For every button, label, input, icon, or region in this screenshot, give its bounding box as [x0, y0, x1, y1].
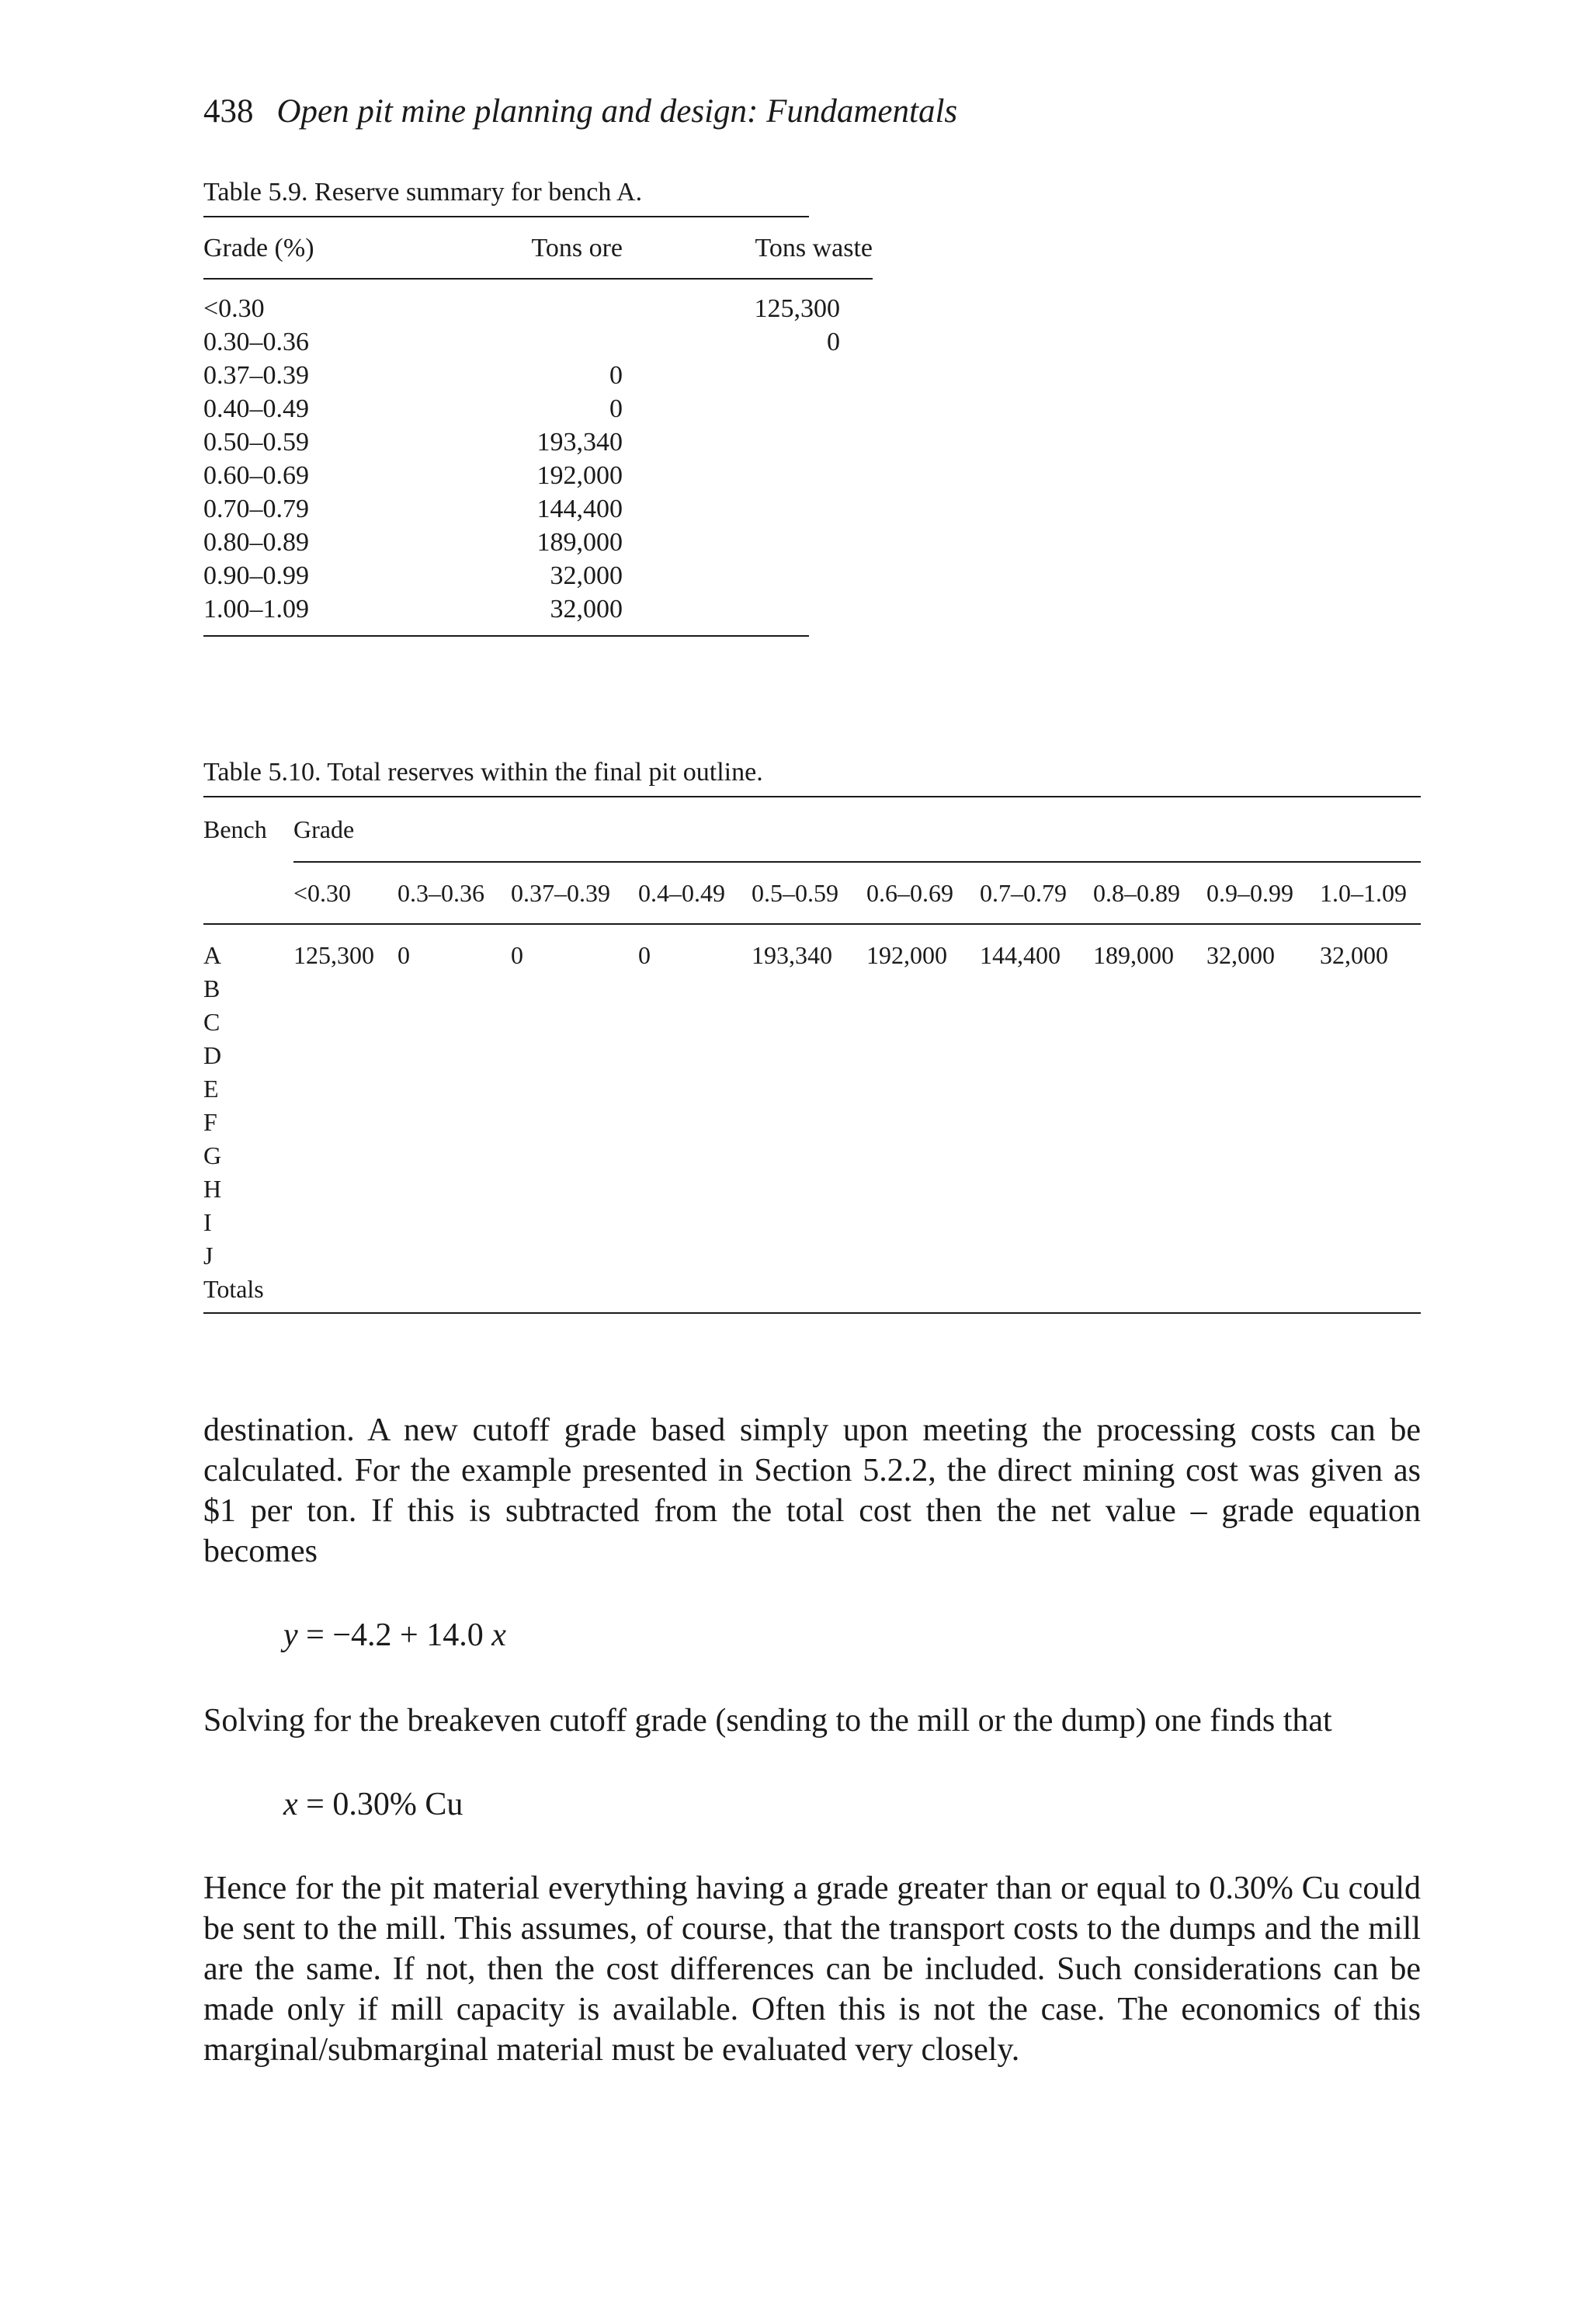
table-row	[203, 559, 873, 592]
cell-tons	[752, 972, 866, 1006]
cell-tons	[752, 1039, 866, 1072]
equation-2-lhs: x	[283, 1787, 298, 1822]
cell-grade: 1.00–1.09	[203, 595, 309, 624]
cell-tons	[1093, 1172, 1206, 1206]
cell-tons	[638, 972, 752, 1006]
cell-tons	[638, 1039, 752, 1072]
table-row	[203, 526, 873, 559]
cell-tons	[398, 1239, 511, 1273]
cell-tons	[511, 1106, 638, 1139]
cell-tons	[293, 1072, 398, 1106]
cell-tons: 189,000	[1093, 941, 1174, 969]
cell-grade: 0.80–0.89	[203, 528, 309, 557]
cell-tons-ore	[436, 279, 686, 325]
table-row	[203, 1206, 1421, 1239]
running-header	[203, 92, 957, 132]
cell-tons	[752, 1206, 866, 1239]
cell-tons	[866, 1239, 980, 1273]
table-row	[203, 1239, 1421, 1273]
cell-tons	[638, 1273, 752, 1312]
column-header-grade-bin: 0.7–0.79	[980, 862, 1093, 924]
cell-tons	[638, 1006, 752, 1039]
table-row	[203, 592, 873, 635]
cell-tons	[638, 1172, 752, 1206]
cell-tons	[511, 1139, 638, 1172]
cell-tons	[398, 1039, 511, 1072]
cell-tons-waste	[686, 492, 873, 526]
cell-tons	[398, 1172, 511, 1206]
cell-tons	[1320, 1172, 1421, 1206]
cell-tons	[1206, 972, 1320, 1006]
cell-tons	[398, 1006, 511, 1039]
cell-grade: 0.40–0.49	[203, 394, 309, 423]
cell-grade: <0.30	[203, 294, 265, 323]
table-row	[203, 325, 873, 359]
cell-tons-waste	[686, 359, 873, 392]
table-5-10-caption: Table 5.10. Total reserves within the final pit outline.	[203, 758, 763, 787]
cell-tons-waste	[686, 559, 873, 592]
cell-bench: B	[203, 974, 220, 1002]
table-row	[203, 279, 873, 325]
cell-tons	[1206, 1139, 1320, 1172]
cell-tons: 0	[638, 941, 651, 969]
cell-tons-waste	[686, 459, 873, 492]
bench-spacer	[203, 862, 293, 924]
cell-tons	[511, 1239, 638, 1273]
cell-tons	[1320, 1106, 1421, 1139]
table-row	[203, 492, 873, 526]
cell-bench: E	[203, 1075, 219, 1103]
cell-grade: 0.50–0.59	[203, 428, 309, 457]
cell-tons: 125,300	[293, 941, 374, 969]
column-header-grade-bin: 0.37–0.39	[511, 862, 638, 924]
cell-tons	[1093, 1039, 1206, 1072]
cell-tons-ore: 32,000	[550, 595, 623, 624]
cell-grade: 0.70–0.79	[203, 495, 309, 523]
table-5-9-bottom-rule	[203, 635, 809, 637]
cell-tons	[511, 972, 638, 1006]
cell-tons	[752, 1006, 866, 1039]
cell-tons	[866, 1006, 980, 1039]
column-header-grade-bin: 0.6–0.69	[866, 862, 980, 924]
table-row	[203, 1006, 1421, 1039]
cell-tons	[1093, 1106, 1206, 1139]
cell-tons-waste: 125,300	[754, 294, 840, 323]
cell-tons	[511, 1172, 638, 1206]
cell-tons	[866, 1039, 980, 1072]
cell-tons	[1206, 1239, 1320, 1273]
cell-tons	[980, 1039, 1093, 1072]
cell-tons	[638, 1106, 752, 1139]
cell-tons-ore: 189,000	[536, 528, 623, 557]
table-5-9-grid	[203, 217, 873, 635]
cell-tons	[638, 1206, 752, 1239]
column-header-grade-bin: 0.9–0.99	[1206, 862, 1320, 924]
cell-tons	[1093, 1139, 1206, 1172]
cell-tons	[980, 1106, 1093, 1139]
cell-tons	[980, 1072, 1093, 1106]
table-row	[203, 1273, 1421, 1312]
table-row	[203, 1139, 1421, 1172]
table-row	[203, 972, 1421, 1006]
cell-bench: A	[203, 941, 222, 969]
cell-tons-waste	[686, 426, 873, 459]
column-header-tons-ore: Tons ore	[531, 233, 623, 262]
cell-tons	[293, 1006, 398, 1039]
cell-tons	[1320, 1072, 1421, 1106]
cell-tons	[398, 1206, 511, 1239]
cell-tons	[1093, 1072, 1206, 1106]
equation-1-rhs: = −4.2 + 14.0	[297, 1617, 492, 1653]
cell-tons-waste	[686, 526, 873, 559]
cell-grade: 0.90–0.99	[203, 561, 309, 590]
cell-tons-waste	[686, 592, 873, 635]
cell-tons: 193,340	[752, 941, 832, 969]
cell-tons	[752, 1239, 866, 1273]
column-header-tons-waste: Tons waste	[755, 233, 873, 262]
paragraph-1: destination. A new cutoff grade based simply upon meeting the processing costs can be calculated. For the example presented in Section 5.2.2, the direct mining cost was given as $1 per ton. If this is subtracted from the total cost then the net value – grade equation becomes	[203, 1412, 1421, 1569]
cell-tons	[752, 1273, 866, 1312]
cell-tons	[866, 1072, 980, 1106]
table-row	[203, 459, 873, 492]
table-5-10	[203, 757, 1421, 1314]
cell-tons	[980, 1006, 1093, 1039]
cell-tons-ore: 193,340	[536, 428, 623, 457]
cell-tons	[1093, 1206, 1206, 1239]
cell-tons	[398, 972, 511, 1006]
cell-tons: 192,000	[866, 941, 947, 969]
cell-tons-ore: 0	[609, 394, 623, 423]
cell-tons	[1206, 1106, 1320, 1139]
cell-tons	[638, 1072, 752, 1106]
table-5-10-grade-bins-row	[203, 862, 1421, 924]
cell-tons	[1206, 1206, 1320, 1239]
cell-tons	[511, 1072, 638, 1106]
cell-tons	[398, 1273, 511, 1312]
cell-bench: H	[203, 1175, 222, 1203]
cell-tons	[398, 1072, 511, 1106]
cell-bench: Totals	[203, 1275, 264, 1303]
equation-2-rhs: = 0.30% Cu	[297, 1787, 463, 1822]
cell-grade: 0.60–0.69	[203, 461, 309, 490]
cell-tons	[752, 1139, 866, 1172]
table-row	[203, 1172, 1421, 1206]
cell-tons	[638, 1239, 752, 1273]
cell-tons	[980, 972, 1093, 1006]
cell-tons	[293, 1273, 398, 1312]
cell-tons	[980, 1139, 1093, 1172]
equation-net-value	[283, 1615, 506, 1655]
cell-tons	[1320, 1239, 1421, 1273]
cell-tons	[980, 1172, 1093, 1206]
column-header-grade-bin: 1.0–1.09	[1320, 862, 1421, 924]
cell-tons	[1206, 1172, 1320, 1206]
column-header-grade-bin: <0.30	[293, 862, 398, 924]
cell-tons	[980, 1239, 1093, 1273]
cell-tons	[398, 1106, 511, 1139]
cell-tons	[866, 1172, 980, 1206]
column-header-grade-bin: 0.4–0.49	[638, 862, 752, 924]
cell-bench: I	[203, 1208, 212, 1236]
table-5-10-grid	[203, 797, 1421, 1312]
paragraph-3: Hence for the pit material everything having a grade greater than or equal to 0.30% Cu could be sent to the mill. This assumes, of course, that the transport costs to the dumps and the mill are the same. If not, then the cost differences can be included. Such considerations can be made only if mill capacity is available. Often this is not the case. The economics of this marginal/submarginal material must be evaluated very closely.	[203, 1871, 1421, 2068]
cell-tons	[1093, 972, 1206, 1006]
column-header-grade-bin: 0.5–0.59	[752, 862, 866, 924]
cell-tons	[1206, 1273, 1320, 1312]
column-header-grade-bin: 0.8–0.89	[1093, 862, 1206, 924]
table-5-10-header-row	[203, 797, 1421, 862]
table-5-10-bottom-rule	[203, 1312, 1421, 1314]
cell-tons-ore: 0	[609, 361, 623, 390]
cell-tons	[511, 1206, 638, 1239]
cell-tons-ore: 144,400	[536, 495, 623, 523]
cell-tons: 32,000	[1206, 941, 1275, 969]
cell-tons	[293, 1172, 398, 1206]
cell-tons-ore: 32,000	[550, 561, 623, 590]
cell-tons	[1206, 1006, 1320, 1039]
cell-tons	[752, 1072, 866, 1106]
cell-tons	[1206, 1039, 1320, 1072]
cell-bench: C	[203, 1008, 220, 1036]
cell-tons-waste: 0	[827, 328, 840, 356]
equation-1-lhs: y	[283, 1617, 298, 1653]
cell-bench: J	[203, 1242, 214, 1270]
cell-tons	[1320, 972, 1421, 1006]
cell-grade: 0.30–0.36	[203, 328, 309, 356]
cell-tons	[866, 1273, 980, 1312]
column-header-bench: Bench	[203, 815, 267, 843]
table-row	[203, 392, 873, 426]
column-header-grade-bin: 0.3–0.36	[398, 862, 511, 924]
cell-bench: D	[203, 1041, 222, 1069]
cell-tons	[398, 1139, 511, 1172]
cell-tons	[1093, 1239, 1206, 1273]
cell-tons	[511, 1006, 638, 1039]
cell-tons	[1320, 1039, 1421, 1072]
cell-tons	[1320, 1006, 1421, 1039]
cell-bench: G	[203, 1141, 222, 1169]
cell-tons	[638, 1139, 752, 1172]
cell-tons	[866, 1206, 980, 1239]
cell-tons	[866, 972, 980, 1006]
cell-tons	[1320, 1273, 1421, 1312]
cell-tons	[511, 1273, 638, 1312]
cell-tons	[1093, 1273, 1206, 1312]
cell-tons	[293, 1239, 398, 1273]
column-header-grade: Grade (%)	[203, 233, 314, 262]
table-row	[203, 1072, 1421, 1106]
cell-tons	[1320, 1206, 1421, 1239]
cell-tons: 0	[398, 941, 410, 969]
table-5-9-header-row	[203, 217, 873, 279]
cell-tons	[980, 1273, 1093, 1312]
cell-tons-ore: 192,000	[536, 461, 623, 490]
cell-tons-waste	[686, 392, 873, 426]
cell-tons	[1093, 1006, 1206, 1039]
cell-tons: 144,400	[980, 941, 1061, 969]
cell-tons	[293, 972, 398, 1006]
cell-tons	[866, 1106, 980, 1139]
cell-tons	[752, 1172, 866, 1206]
cell-tons	[1320, 1139, 1421, 1172]
cell-tons	[293, 1139, 398, 1172]
cell-tons	[293, 1206, 398, 1239]
cell-tons-ore	[436, 325, 686, 359]
table-row	[203, 359, 873, 392]
table-row	[203, 924, 1421, 972]
page-number: 438	[203, 93, 254, 130]
running-title: Open pit mine planning and design: Fundamentals	[276, 93, 958, 130]
cell-tons	[293, 1106, 398, 1139]
cell-bench: F	[203, 1108, 217, 1136]
cell-grade: 0.37–0.39	[203, 361, 309, 390]
cell-tons: 0	[511, 941, 523, 969]
paragraph-2: Solving for the breakeven cutoff grade (sending to the mill or the dump) one finds that	[203, 1703, 1332, 1739]
cell-tons	[293, 1039, 398, 1072]
table-row	[203, 426, 873, 459]
table-row	[203, 1039, 1421, 1072]
cell-tons	[511, 1039, 638, 1072]
column-header-grade: Grade	[293, 797, 1421, 862]
cell-tons	[866, 1139, 980, 1172]
table-row	[203, 1106, 1421, 1139]
table-5-9	[203, 177, 873, 637]
equation-1-var: x	[491, 1617, 506, 1653]
cell-tons	[1206, 1072, 1320, 1106]
equation-cutoff-grade	[283, 1784, 463, 1825]
cell-tons	[752, 1106, 866, 1139]
cell-tons	[980, 1206, 1093, 1239]
cell-tons: 32,000	[1320, 941, 1388, 969]
table-5-9-caption: Table 5.9. Reserve summary for bench A.	[203, 178, 643, 207]
